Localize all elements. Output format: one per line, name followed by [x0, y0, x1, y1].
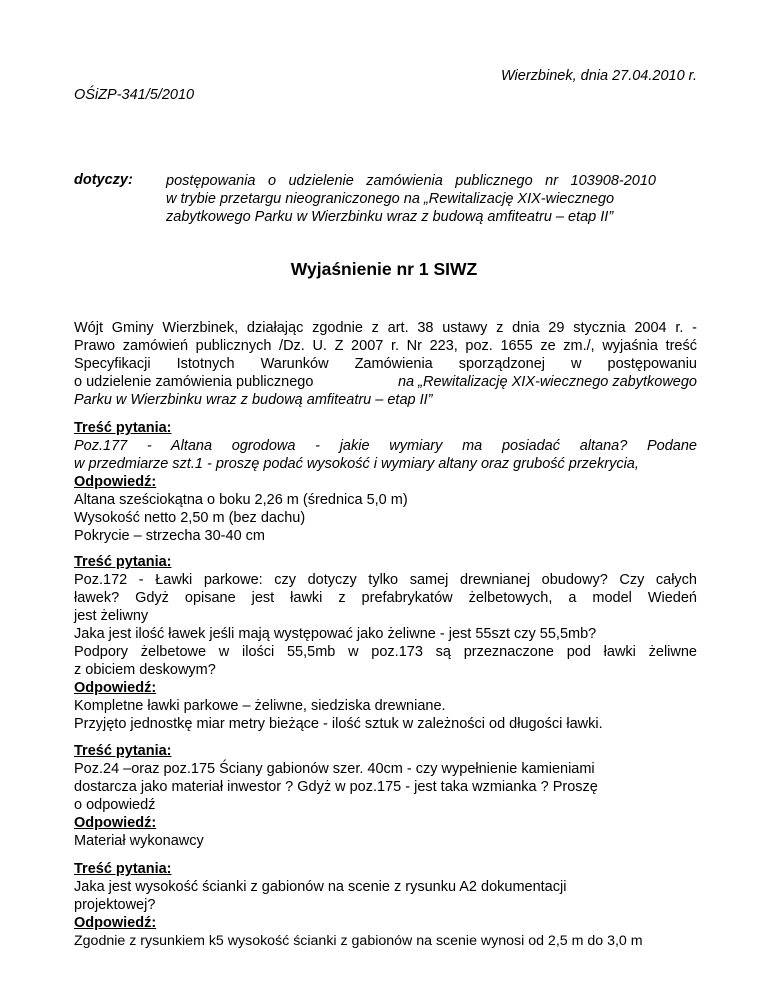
- question-label-3: Treść pytania:: [74, 743, 172, 759]
- intro-line-5: Parku w Wierzbinku wraz z budową amfiteatru – etap II”: [74, 392, 433, 408]
- question-3-line-3: o odpowiedź: [74, 797, 156, 813]
- question-1-line-1: Poz.177 - Altana ogrodowa - jakie wymiary ma posiadać altana? Podane: [74, 438, 697, 454]
- question-2-line-6: z obiciem deskowym?: [74, 662, 216, 678]
- question-3-line-2: dostarcza jako materiał inwestor ? Gdyż w poz.175 - jest taka wzmianka ? Proszę: [74, 779, 598, 795]
- answer-label-4: Odpowiedź:: [74, 915, 157, 931]
- answer-2-line-2: Przyjęto jednostkę miar metry bieżące - ilość sztuk w zależności od długości ławki.: [74, 716, 603, 732]
- question-2-line-4: Jaka jest ilość ławek jeśli mają występować jako żeliwne - jest 55szt czy 55,5mb?: [74, 626, 597, 642]
- answer-label-3: Odpowiedź:: [74, 815, 157, 831]
- question-1-line-2: w przedmiarze szt.1 - proszę podać wysokość i wymiary altany oraz grubość przekrycia,: [74, 456, 639, 472]
- question-label-1: Treść pytania:: [74, 420, 172, 436]
- answer-3-line-1: Materiał wykonawcy: [74, 833, 204, 849]
- question-label-4: Treść pytania:: [74, 861, 172, 877]
- subject-line-2: w trybie przetargu nieograniczonego na „Rewitalizację XIX-wiecznego: [166, 191, 615, 207]
- subject-line-3: zabytkowego Parku w Wierzbinku wraz z budową amfiteatru – etap II”: [166, 209, 614, 225]
- page-title: Wyjaśnienie nr 1 SIWZ: [290, 259, 478, 279]
- question-2-line-3: jest żeliwny: [74, 608, 149, 624]
- intro-line-4-start: o udzielenie zamówienia publicznego: [74, 374, 314, 390]
- question-2-line-1: Poz.172 - Ławki parkowe: czy dotyczy tylko samej drewnianej obudowy? Czy całych: [74, 572, 697, 588]
- answer-1-line-2: Wysokość netto 2,50 m (bez dachu): [74, 510, 306, 526]
- answer-2-line-1: Kompletne ławki parkowe – żeliwne, siedziska drewniane.: [74, 698, 446, 714]
- question-2-line-2: ławek? Gdyż opisane jest ławki z prefabrykatów żelbetowych, a model Wiedeń: [74, 590, 697, 606]
- question-label-2: Treść pytania:: [74, 554, 172, 570]
- question-3-line-1: Poz.24 –oraz poz.175 Ściany gabionów szer. 40cm - czy wypełnienie kamieniami: [74, 761, 595, 777]
- question-4-line-1: Jaka jest wysokość ścianki z gabionów na scenie z rysunku A2 dokumentacji: [74, 879, 567, 895]
- answer-1-line-3: Pokrycie – strzecha 30-40 cm: [74, 528, 265, 544]
- intro-line-1: Wójt Gminy Wierzbinek, działając zgodnie z art. 38 ustawy z dnia 29 stycznia 2004 r. -: [74, 320, 697, 336]
- intro-line-2: Prawo zamówień publicznych /Dz. U. Z 2007 r. Nr 223, poz. 1655 ze zm./, wyjaśnia treść: [74, 338, 697, 354]
- reference-number: OŚiZP-341/5/2010: [74, 87, 195, 103]
- question-2-line-5: Podpory żelbetowe w ilości 55,5mb w poz.173 są przeznaczone pod ławki żeliwne: [74, 644, 697, 660]
- answer-1-line-1: Altana sześciokątna o boku 2,26 m (średnica 5,0 m): [74, 492, 408, 508]
- subject-label: dotyczy:: [74, 172, 133, 188]
- answer-4-line-1: Zgodnie z rysunkiem k5 wysokość ścianki z gabionów na scenie wynosi od 2,5 m do 3,0 m: [74, 933, 643, 949]
- intro-line-3: Specyfikacji Istotnych Warunków Zamówienia sporządzonej w postępowaniu: [74, 356, 697, 372]
- question-4-line-2: projektowej?: [74, 897, 156, 913]
- subject-line-1: postępowania o udzielenie zamówienia publicznego nr 103908-2010: [166, 173, 656, 189]
- answer-label-1: Odpowiedź:: [74, 474, 157, 490]
- place-date: Wierzbinek, dnia 27.04.2010 r.: [500, 68, 697, 84]
- intro-line-4: [74, 373, 697, 391]
- answer-label-2: Odpowiedź:: [74, 680, 157, 696]
- intro-line-4-end: na „Rewitalizację XIX-wiecznego zabytkowego: [397, 374, 697, 390]
